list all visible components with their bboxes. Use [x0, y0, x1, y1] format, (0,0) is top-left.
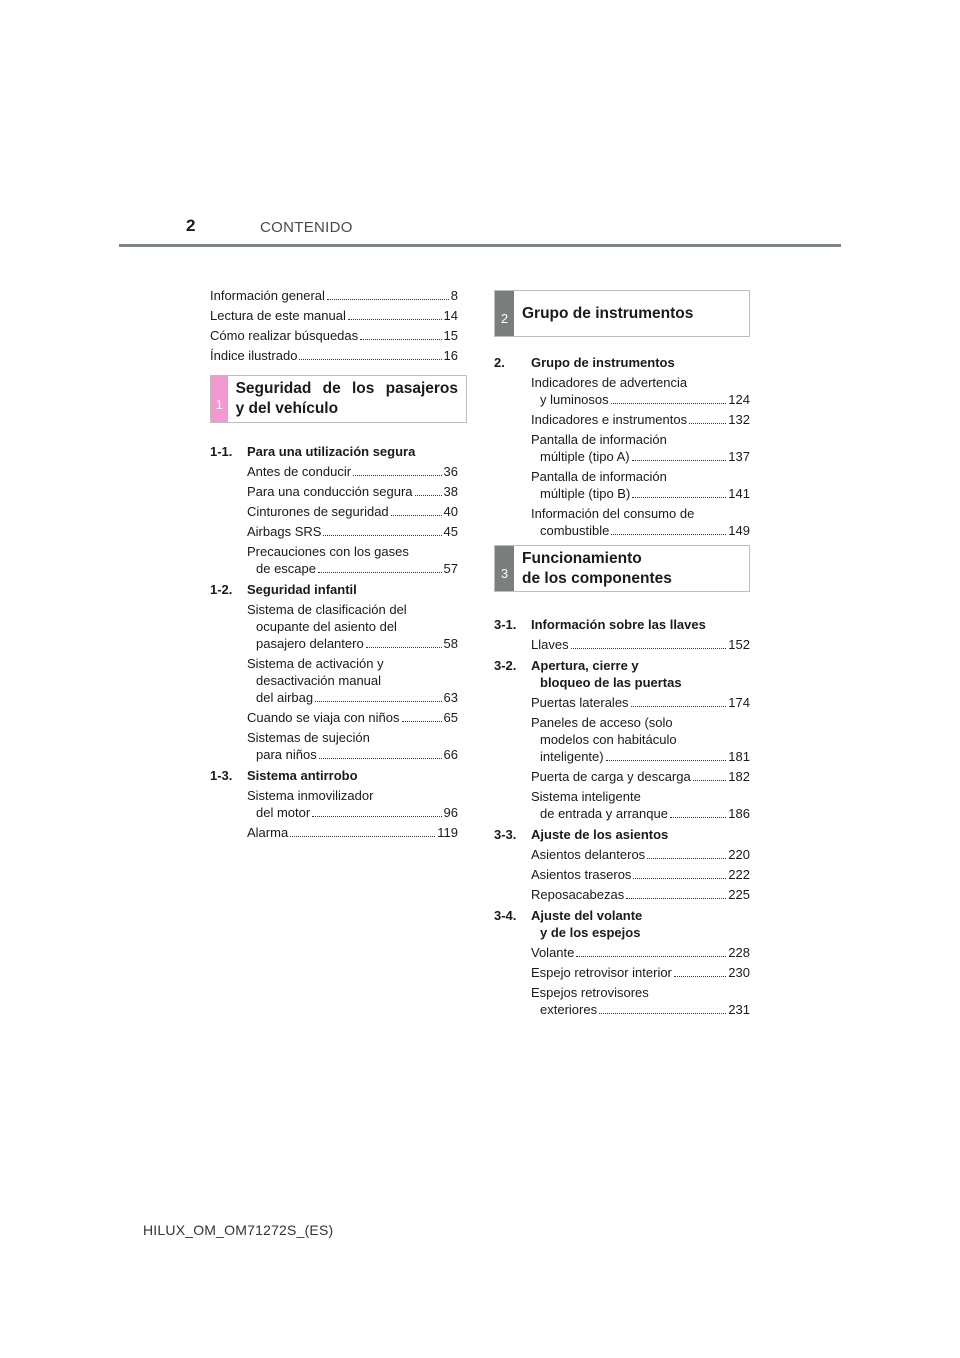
section-3-tab: 3 [495, 546, 514, 591]
entry-label: Paneles de acceso (solo [531, 715, 673, 730]
section-3-title: Funcionamiento de los componentes [522, 549, 672, 587]
page-ref: 228 [728, 945, 750, 960]
entry-label: Sistema inteligente [531, 789, 641, 804]
toc-left-column [210, 287, 458, 844]
chapter-3-2 [494, 657, 750, 822]
toc-entry[interactable] [210, 787, 458, 821]
page-ref: 225 [728, 887, 750, 902]
chapter-title: y de los espejos [540, 925, 641, 940]
chapter-number: 3-4. [494, 908, 517, 923]
page-ref: 141 [728, 486, 750, 501]
section-1-header[interactable] [210, 375, 467, 423]
chapter-heading[interactable] [210, 767, 458, 784]
toc-entry[interactable] [494, 714, 750, 765]
entry-label: para niños [256, 747, 317, 762]
chapter-heading[interactable] [210, 581, 458, 598]
toc-entry[interactable] [494, 846, 750, 863]
page-ref: 231 [728, 1002, 750, 1017]
entry-label: Asientos traseros [531, 867, 632, 882]
page-ref: 36 [443, 464, 458, 479]
entry-label: del airbag [256, 690, 314, 705]
entry-label: Indicadores de advertencia [531, 375, 688, 390]
chapter-title: Para una utilización segura [247, 444, 416, 459]
entry-label: Puerta de carga y descarga [531, 769, 691, 784]
toc-entry[interactable] [210, 483, 458, 500]
dot-leader [318, 572, 442, 573]
dot-leader [631, 706, 727, 707]
entry-label: Cinturones de seguridad [247, 504, 389, 519]
entry-label: modelos con habitáculo [540, 732, 677, 747]
section-2-tab: 2 [495, 291, 514, 336]
page-ref: 58 [443, 636, 458, 651]
page-ref: 149 [728, 523, 750, 538]
dot-leader [353, 475, 441, 476]
chapter-heading[interactable] [494, 616, 750, 633]
section-1-title: Seguridad de los pasajeros y del vehículo [235, 380, 458, 417]
chapter-title [531, 907, 750, 941]
entry-label: Espejo retrovisor interior [531, 965, 672, 980]
entry-label: Reposacabezas [531, 887, 625, 902]
page-ref: 181 [728, 749, 750, 764]
entry-label: Asientos delanteros [531, 847, 646, 862]
general-entries [210, 287, 458, 364]
toc-entry[interactable] [494, 984, 750, 1018]
page-ref: 186 [728, 806, 750, 821]
page-ref: 220 [728, 847, 750, 862]
toc-entry[interactable] [494, 866, 750, 883]
chapter-title: Información sobre las llaves [531, 617, 706, 632]
chapter-title: Seguridad infantil [247, 582, 357, 597]
toc-entry[interactable] [210, 463, 458, 480]
section-2-header[interactable] [494, 290, 750, 337]
toc-entry[interactable] [210, 729, 458, 763]
chapter-3-1 [494, 616, 750, 653]
entry-label: pasajero delantero [256, 636, 364, 651]
dot-leader [633, 878, 726, 879]
page-ref: 137 [728, 449, 750, 464]
toc-entry[interactable] [210, 601, 458, 652]
entry-label: Airbags SRS [247, 524, 322, 539]
dot-leader [290, 836, 435, 837]
page-ref: 8 [450, 288, 458, 303]
dot-leader [576, 956, 726, 957]
page-ref: 222 [728, 867, 750, 882]
entry-label: Cómo realizar búsquedas [210, 328, 359, 343]
entry-label: del motor [256, 805, 311, 820]
chapter-heading[interactable] [210, 443, 458, 460]
entry-label: Pantalla de información [531, 432, 667, 447]
entry-label: Alarma [247, 825, 289, 840]
chapter-heading[interactable] [494, 354, 750, 371]
toc-entry[interactable] [494, 505, 750, 539]
toc-entry[interactable] [210, 523, 458, 540]
entry-label: Volante [531, 945, 575, 960]
toc-entry[interactable] [494, 431, 750, 465]
entry-label: Para una conducción segura [247, 484, 413, 499]
entry-label: Lectura de este manual [210, 308, 346, 323]
toc-entry[interactable] [210, 307, 458, 324]
dot-leader [299, 359, 441, 360]
entry-label: y luminosos [540, 392, 609, 407]
toc-entry[interactable] [210, 327, 458, 344]
entry-label: Pantalla de información [531, 469, 667, 484]
chapter-title: Apertura, cierre y [531, 658, 639, 673]
entry-label: exteriores [540, 1002, 598, 1017]
entry-label: combustible [540, 523, 610, 538]
page-ref: 230 [728, 965, 750, 980]
dot-leader [402, 721, 442, 722]
page-ref: 65 [443, 710, 458, 725]
entry-label: de entrada y arranque [540, 806, 668, 821]
entry-label: múltiple (tipo A) [540, 449, 630, 464]
chapter-title: Ajuste de los asientos [531, 827, 669, 842]
dot-leader [312, 816, 441, 817]
entry-label: Información del consumo de [531, 506, 695, 521]
dot-leader [366, 647, 442, 648]
entry-label: Información general [210, 288, 325, 303]
chapter-number: 1-3. [210, 768, 233, 783]
page-ref: 15 [443, 328, 458, 343]
document-code: HILUX_OM_OM71272S_(ES) [143, 1222, 334, 1238]
dot-leader [599, 1013, 726, 1014]
dot-leader [315, 701, 441, 702]
toc-entry[interactable] [494, 468, 750, 502]
entry-label: Puertas laterales [531, 695, 629, 710]
chapter-title [531, 657, 750, 691]
toc-entry[interactable] [210, 655, 458, 706]
chapter-heading[interactable] [494, 907, 750, 941]
toc-entry[interactable] [494, 694, 750, 711]
toc-entry[interactable] [210, 824, 458, 841]
header-rule [119, 244, 841, 247]
dot-leader [689, 423, 726, 424]
section-3-header[interactable] [494, 545, 750, 592]
chapter-number: 2. [494, 355, 505, 370]
entry-label: Sistema de clasificación del [247, 602, 407, 617]
chapter-title: Grupo de instrumentos [531, 355, 675, 370]
section-2-title: Grupo de instrumentos [522, 304, 694, 322]
toc-right-column [494, 290, 750, 1021]
dot-leader [415, 495, 442, 496]
dot-leader [319, 758, 442, 759]
page-title: CONTENIDO [260, 219, 353, 236]
chapter-title: Ajuste del volante [531, 908, 643, 923]
dot-leader [611, 534, 726, 535]
entry-label: desactivación manual [256, 673, 382, 688]
page-ref: 66 [443, 747, 458, 762]
chapter-1-1 [210, 443, 458, 577]
entry-label: Indicadores e instrumentos [531, 412, 688, 427]
chapter-heading[interactable] [494, 826, 750, 843]
entry-label: Sistemas de sujeción [247, 730, 370, 745]
toc-entry[interactable] [494, 788, 750, 822]
toc-entry[interactable] [494, 636, 750, 653]
dot-leader [647, 858, 726, 859]
page-number: 2 [186, 216, 196, 235]
toc-entry[interactable] [494, 411, 750, 428]
chapter-number: 3-3. [494, 827, 517, 842]
section-1-tab: 1 [211, 376, 228, 422]
toc-entry[interactable] [210, 709, 458, 726]
chapter-title: bloqueo de las puertas [540, 675, 682, 690]
toc-entry[interactable] [494, 964, 750, 981]
toc-entry[interactable] [494, 374, 750, 408]
dot-leader [693, 780, 727, 781]
dot-leader [571, 648, 727, 649]
dot-leader [670, 817, 726, 818]
page-ref: 63 [443, 690, 458, 705]
entry-label: inteligente) [540, 749, 604, 764]
chapter-3-3 [494, 826, 750, 903]
page-ref: 124 [728, 392, 750, 407]
dot-leader [606, 760, 727, 761]
dot-leader [632, 497, 726, 498]
entry-label: Sistema inmovilizador [247, 788, 374, 803]
chapter-number: 1-1. [210, 444, 233, 459]
dot-leader [327, 299, 449, 300]
page-ref: 119 [437, 825, 458, 840]
entry-label: ocupante del asiento del [256, 619, 397, 634]
chapter-2 [494, 354, 750, 539]
page-ref: 38 [443, 484, 458, 499]
page-ref: 45 [443, 524, 458, 539]
entry-label: Cuando se viaja con niños [247, 710, 400, 725]
entry-label: Índice ilustrado [210, 348, 298, 363]
dot-leader [632, 460, 727, 461]
dot-leader [360, 339, 441, 340]
entry-label: Llaves [531, 637, 569, 652]
page-ref: 16 [443, 348, 458, 363]
toc-entry[interactable] [494, 886, 750, 903]
chapter-1-2 [210, 581, 458, 763]
entry-label: Antes de conducir [247, 464, 352, 479]
chapter-number: 3-1. [494, 617, 517, 632]
toc-entry[interactable] [210, 287, 458, 304]
chapter-heading[interactable] [494, 657, 750, 691]
toc-entry[interactable] [494, 944, 750, 961]
chapter-number: 3-2. [494, 658, 517, 673]
page-ref: 182 [728, 769, 750, 784]
page-ref: 152 [728, 637, 750, 652]
toc-entry[interactable] [210, 543, 458, 577]
entry-label: múltiple (tipo B) [540, 486, 631, 501]
entry-label: Precauciones con los gases [247, 544, 409, 559]
entry-label: Espejos retrovisores [531, 985, 649, 1000]
dot-leader [674, 976, 726, 977]
toc-entry[interactable] [494, 768, 750, 785]
chapter-title: Sistema antirrobo [247, 768, 358, 783]
page-ref: 14 [443, 308, 458, 323]
page-ref: 174 [728, 695, 750, 710]
page-ref: 132 [728, 412, 750, 427]
chapter-1-3 [210, 767, 458, 841]
chapter-number: 1-2. [210, 582, 233, 597]
page-ref: 57 [443, 561, 458, 576]
dot-leader [348, 319, 442, 320]
dot-leader [626, 898, 726, 899]
toc-entry[interactable] [210, 503, 458, 520]
page-ref: 96 [443, 805, 458, 820]
dot-leader [611, 403, 727, 404]
entry-label: Sistema de activación y [247, 656, 384, 671]
chapter-3-4 [494, 907, 750, 1018]
toc-entry[interactable] [210, 347, 458, 364]
page-ref: 40 [443, 504, 458, 519]
dot-leader [391, 515, 442, 516]
dot-leader [323, 535, 441, 536]
entry-label: de escape [256, 561, 316, 576]
